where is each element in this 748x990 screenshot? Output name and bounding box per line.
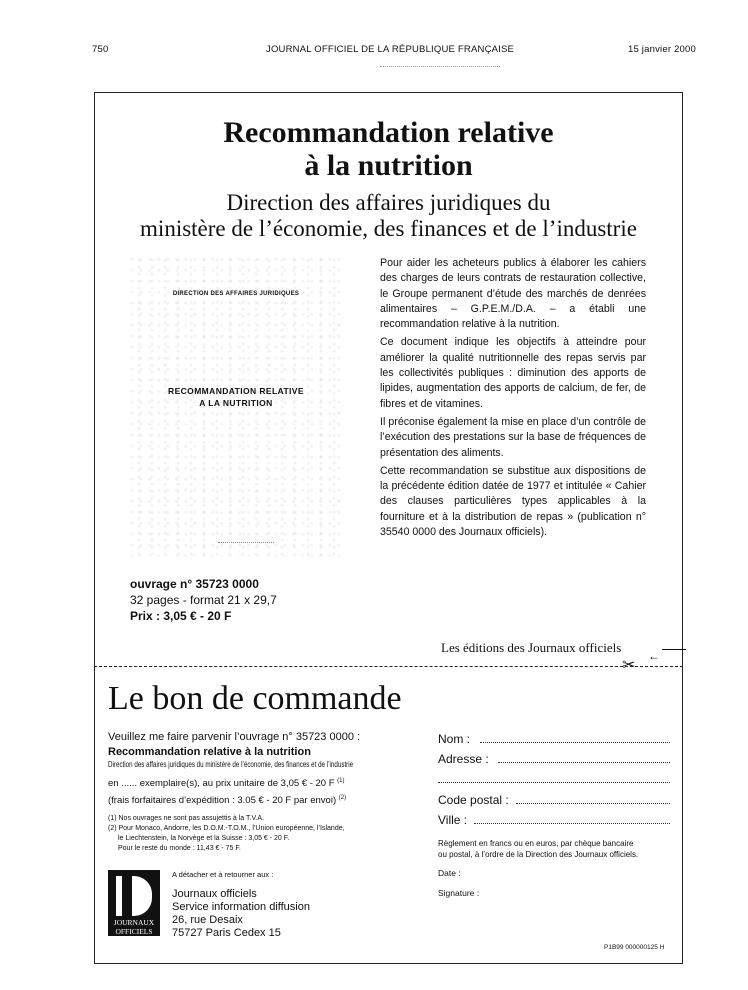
reference-code: P1B99 000000125 H	[604, 944, 665, 951]
order-form-title: Le bon de commande	[108, 680, 402, 717]
return-address	[172, 888, 310, 940]
paragraph-4: Cette recommandation se substitue aux dispositions de la précédente édition datée de 1977 et intitulée « Cahier des clauses particulières types applicables à la fourniture et à la distribution de repas » (publication n° 35540 0000 des Journaux officiels).	[380, 464, 646, 539]
shipping-text: (frais forfaitaires d’expédition : 3.05 € - 20 F par envoi)	[108, 795, 337, 807]
footnote-2-line2: le Liechtenstein, la Norvège et la Suisse : 3,05 € - 20 F.	[118, 835, 290, 843]
ville-field[interactable]	[474, 823, 670, 824]
cover-title-line2: A LA NUTRITION	[199, 398, 273, 408]
copies-footnote: (1)	[337, 778, 345, 784]
scissors-icon: ✂	[622, 657, 636, 674]
header-scan-mark	[380, 66, 500, 67]
paragraph-1: Pour aider les acheteurs publics à élaborer les cahiers des charges de leurs contrats de restauration collective, le Groupe permanent d’étude des marchés de denrées alimentaires – G.P.E.M./D.A. – a établi une recommandation relative à la nutrition.	[380, 257, 646, 331]
payment-instructions	[438, 838, 651, 860]
ad-title-line1: Recommandation relative	[223, 116, 554, 149]
journal-title: JOURNAL OFFICIEL DE LA RÉPUBLIQUE FRANÇAISE	[266, 44, 515, 55]
date-label: Date :	[438, 868, 461, 878]
adresse-label: Adresse :	[438, 752, 489, 766]
order-book-title: Recommandation relative à la nutrition	[108, 746, 311, 758]
ouvrage-reference	[130, 576, 277, 624]
nom-label: Nom :	[438, 732, 471, 746]
adresse-field-line2[interactable]	[438, 782, 670, 783]
footnote-1: (1) Nos ouvrages ne sont pas assujettis à la T.V.A.	[108, 815, 265, 823]
order-form-left	[108, 730, 428, 854]
cover-bottom-mark	[218, 542, 274, 543]
copies-text: exemplaire(s), au prix unitaire de 3,05 € - 20 F	[139, 778, 335, 790]
address-line-1: Journaux officiels	[172, 888, 257, 900]
arrow-left-icon: ←	[648, 649, 660, 663]
ouvrage-price: Prix : 3,05 € - 20 F	[130, 609, 232, 623]
ville-label: Ville :	[438, 813, 468, 827]
cut-line	[94, 666, 683, 667]
detach-instruction: A détacher et à retourner aux :	[172, 870, 274, 879]
nom-field[interactable]	[480, 742, 670, 743]
shipping-footnote: (2)	[338, 795, 347, 802]
book-cover-image	[130, 256, 342, 556]
address-line-3: 26, rue Desaix	[172, 914, 243, 926]
cover-department-text: DIRECTION DES AFFAIRES JURIDIQUES	[172, 291, 300, 297]
issue-date: 15 janvier 2000	[628, 44, 696, 55]
address-line-4: 75727 Paris Cedex 15	[172, 927, 281, 939]
logo-stem	[122, 876, 132, 916]
adresse-field[interactable]	[498, 762, 670, 763]
page-number: 750	[92, 44, 109, 55]
code-postal-label: Code postal :	[438, 793, 509, 807]
paragraph-2: Ce document indique les objectifs à atteindre pour améliorer la qualité nutritionnelle des repas servis par les collectivités publiques : diminution des apports de lipides, augmentation des apports de calcium, de fer, de fibres et de vitamines.	[380, 336, 646, 410]
signature-label: Signature :	[438, 888, 480, 898]
order-footnotes	[108, 814, 428, 854]
arrow-line	[662, 649, 686, 650]
ouvrage-format: 32 pages - format 21 x 29,7	[130, 593, 277, 607]
ad-subtitle-line1: Direction des affaires juridiques du	[226, 190, 551, 215]
cover-title-line1: RECOMMANDATION RELATIVE	[168, 386, 304, 396]
order-shipping-line	[108, 791, 428, 808]
journaux-officiels-logo: JOURNAUX OFFICIELS	[108, 870, 160, 936]
publisher-label: Les éditions des Journaux officiels	[441, 640, 622, 655]
ad-title-line2: à la nutrition	[304, 149, 473, 182]
address-line-2: Service information diffusion	[172, 901, 310, 913]
paragraph-3: Il préconise également la mise en place d’un contrôle de l’exécution des prestations sur la base de fréquences de présentation des aliments.	[380, 415, 646, 459]
footnote-2-line3: Pour le reste du monde : 11,43 € - 75 F.	[118, 845, 241, 853]
copies-prefix[interactable]: en ......	[108, 778, 138, 790]
description-text	[380, 256, 646, 543]
order-intro: Veuillez me faire parvenir l’ouvrage n° 35723 0000 :	[108, 731, 361, 743]
footnote-2-line1: (2) Pour Monaco, Andorre, les D.O.M.-T.O.M., l’Union européenne, l’Islande,	[108, 825, 345, 833]
payment-line-2: ou postal, à l’ordre de la Direction des Journaux officiels.	[438, 849, 639, 859]
payment-line-1: Règlement en francs ou en euros, par chèque bancaire	[438, 838, 634, 848]
order-copies-line	[108, 774, 428, 791]
ouvrage-number: ouvrage n° 35723 0000	[130, 577, 259, 591]
order-book-author: Direction des affaires juridiques du ministère de l’économie, des finances et de l’industrie	[108, 760, 354, 769]
ad-subtitle-line2: ministère de l’économie, des finances et de l’industrie	[140, 216, 637, 241]
code-postal-field[interactable]	[516, 803, 670, 804]
